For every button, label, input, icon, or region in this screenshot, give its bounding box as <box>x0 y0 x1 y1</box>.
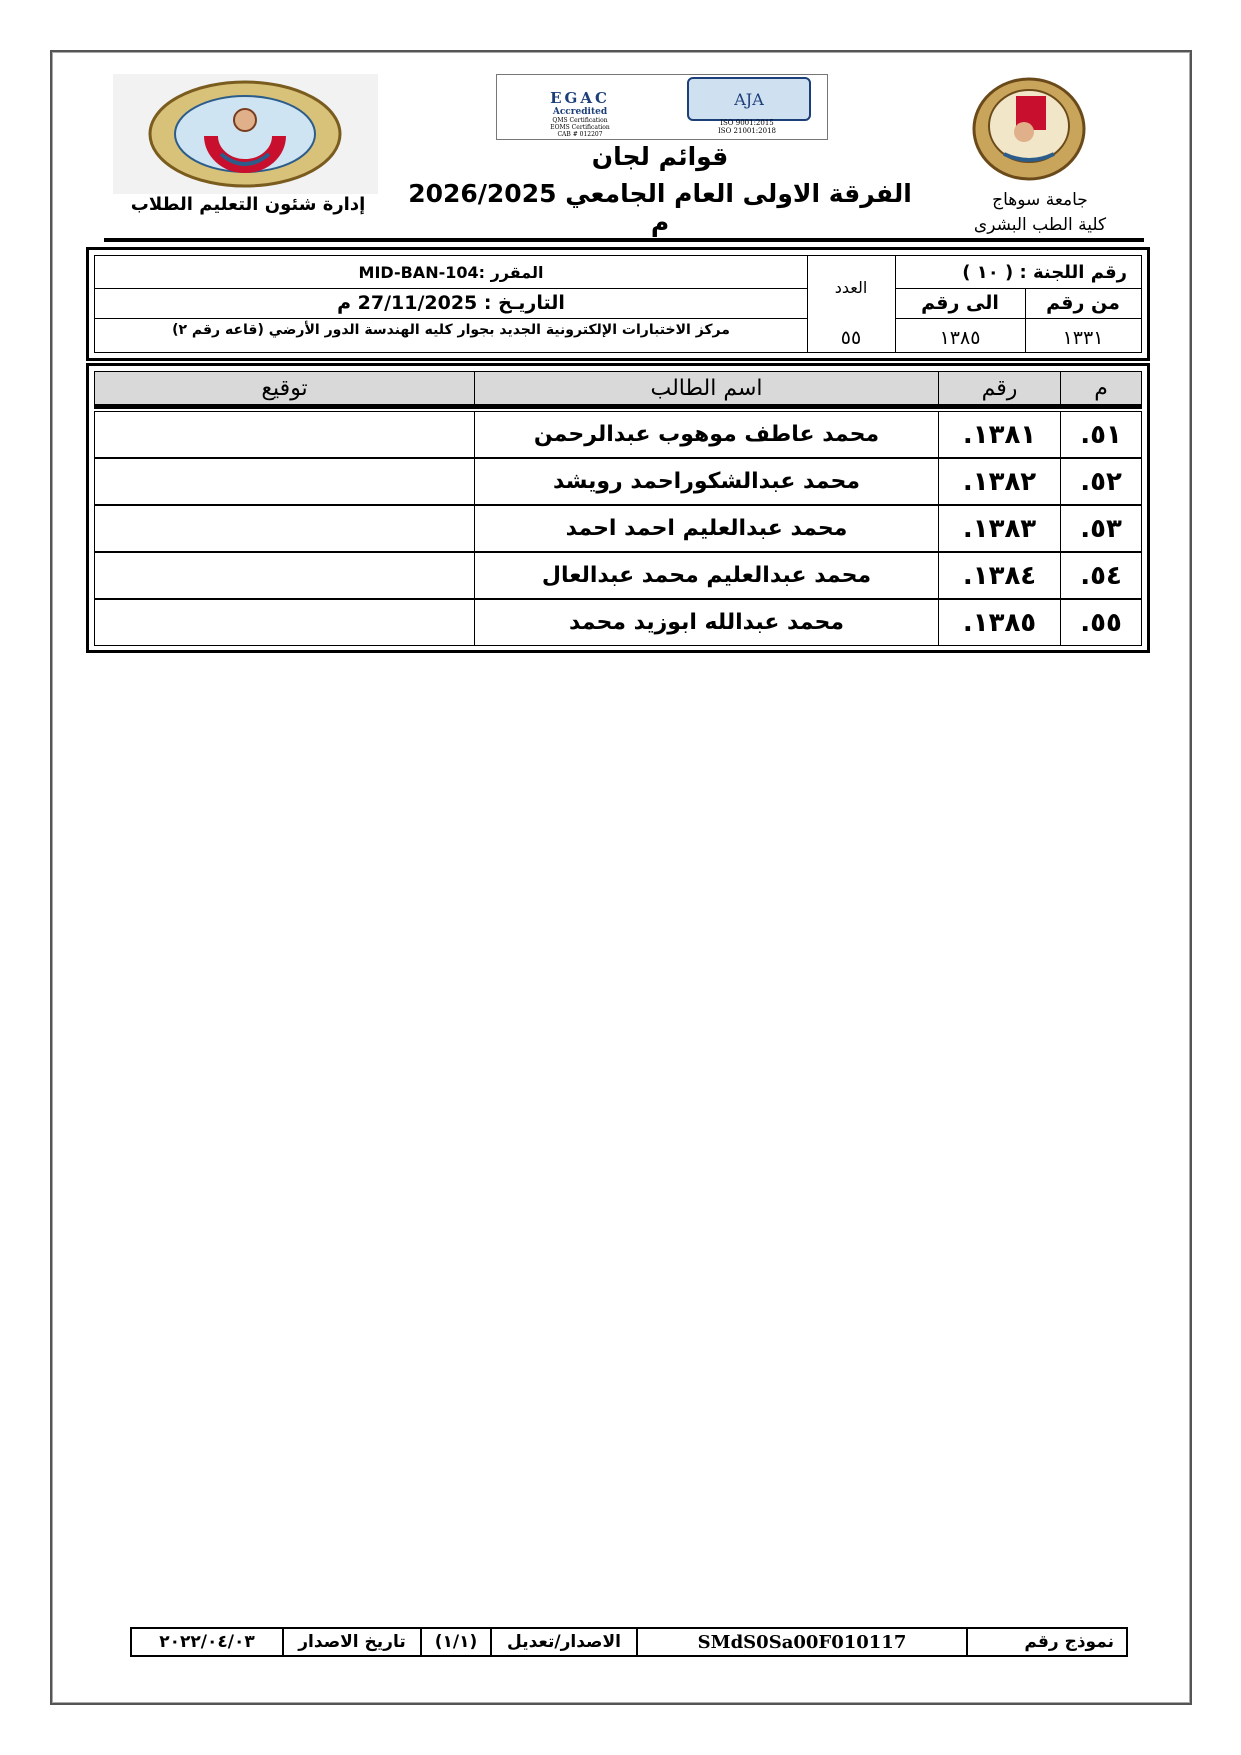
course-code: المقرر :MID-BAN-104 <box>358 262 544 282</box>
count-label: العدد <box>834 277 868 297</box>
row-serial: ٥٢. <box>1080 466 1122 497</box>
faculty-medicine-emblem-icon <box>113 74 378 194</box>
page-subtitle: الفرقة الاولى العام الجامعي 2026/2025 م <box>408 179 912 237</box>
table-row <box>94 458 1142 505</box>
egac-text: EGAC <box>550 89 610 107</box>
egac-accredited-text: Accredited <box>552 107 608 117</box>
row-student-name: محمد عبدالعليم احمد احمد <box>475 506 939 551</box>
sohag-university-logo <box>968 74 1090 184</box>
from-number-value: ١٣٣١ <box>1062 327 1104 349</box>
department-name: إدارة شئون التعليم الطلاب <box>130 194 366 215</box>
faculty-name: كلية الطب البشرى <box>973 215 1107 235</box>
committee-number: رقم اللجنة : ( ١٠ ) <box>962 261 1127 283</box>
page-title: قوائم لجان <box>591 142 729 171</box>
row-signature-cell <box>95 459 475 504</box>
row-number: ١٣٨٣. <box>939 506 1061 551</box>
row-student-name: محمد عاطف موهوب عبدالرحمن <box>475 412 939 457</box>
row-signature-cell <box>95 600 475 645</box>
exam-date: التاريـخ : 27/11/2025 م <box>337 292 565 314</box>
egac-logo <box>505 79 655 138</box>
accreditation-logos <box>496 74 828 140</box>
header-titles <box>400 142 920 237</box>
header-serial: م <box>1094 375 1108 401</box>
form-code: SMdS0Sa00F010117 <box>638 1629 968 1655</box>
egac-cab-text: CAB # 012207 <box>557 131 603 138</box>
header-signature: توقيع <box>95 372 475 404</box>
university-name: جامعة سوهاج <box>992 190 1088 210</box>
row-signature-cell <box>95 553 475 598</box>
row-number: ١٣٨٤. <box>939 553 1061 598</box>
row-number: ١٣٨٢. <box>939 459 1061 504</box>
row-number: ١٣٨٥. <box>939 600 1061 645</box>
count-value: ٥٥ <box>840 327 862 349</box>
form-footer <box>130 1627 1128 1657</box>
aja-logo: AJA <box>687 77 811 121</box>
aja-iso-9001: ISO 9001:2015 <box>720 119 774 127</box>
row-serial: ٥١. <box>1080 419 1122 450</box>
row-student-name: محمد عبدالله ابوزيد محمد <box>475 600 939 645</box>
form-number-label: نموذج رقم <box>1024 1632 1114 1652</box>
to-number-value: ١٣٨٥ <box>939 327 981 349</box>
table-row <box>94 552 1142 599</box>
table-row <box>94 599 1142 646</box>
header-student-name: اسم الطالب <box>475 372 939 404</box>
issue-date-label: تاريخ الاصدار <box>284 1629 422 1655</box>
row-signature-cell <box>95 506 475 551</box>
egac-eoms-text: EOMS Certification <box>550 124 610 131</box>
row-serial: ٥٣. <box>1080 513 1122 544</box>
header-separator <box>94 405 1142 409</box>
row-student-name: محمد عبدالشكوراحمد رويشد <box>475 459 939 504</box>
row-serial: ٥٤. <box>1080 560 1122 591</box>
table-row <box>94 411 1142 458</box>
row-serial: ٥٥. <box>1080 607 1122 638</box>
faculty-medicine-logo <box>113 74 378 194</box>
issue-date-value: ٢٠٢٢/٠٤/٠٣ <box>132 1629 284 1655</box>
aja-iso-text <box>687 119 807 135</box>
egac-qms-text: QMS Certification <box>552 117 608 124</box>
version-value: (١/١) <box>422 1629 492 1655</box>
students-table <box>86 363 1150 653</box>
row-student-name: محمد عبدالعليم محمد عبدالعال <box>475 553 939 598</box>
row-signature-cell <box>95 412 475 457</box>
row-number: ١٣٨١. <box>939 412 1061 457</box>
header-number: رقم <box>939 372 1061 404</box>
exam-location: مركز الاختبارات الإلكترونية الجديد بجوار كليه الهندسة الدور الأرضي (قاعه رقم ٢) <box>172 322 730 338</box>
table-header <box>94 371 1142 405</box>
university-info <box>960 188 1120 238</box>
aja-iso-21001: ISO 21001:2018 <box>718 127 776 135</box>
version-label: الاصدار/تعديل <box>492 1629 638 1655</box>
sohag-university-emblem-icon <box>968 74 1090 184</box>
table-row <box>94 505 1142 552</box>
header-divider <box>104 238 1144 242</box>
from-number-label: من رقم <box>1046 292 1120 314</box>
committee-info-box <box>86 247 1150 361</box>
to-number-label: الى رقم <box>921 292 999 314</box>
